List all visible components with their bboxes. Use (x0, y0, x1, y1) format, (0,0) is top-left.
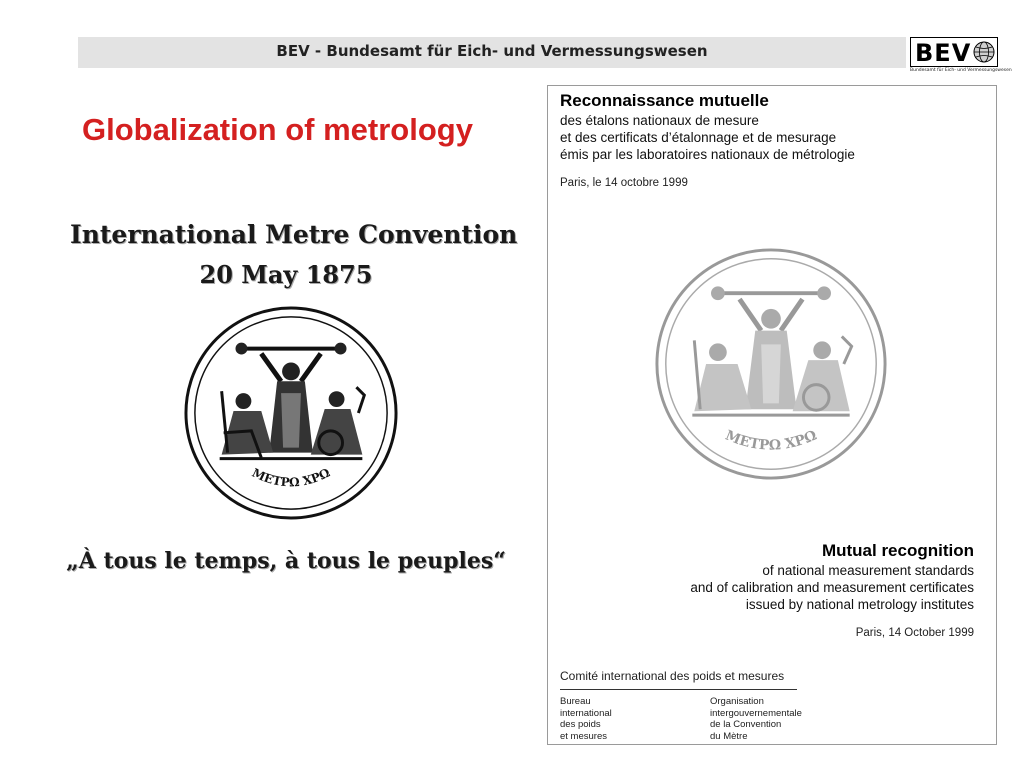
metre-convention-seal-gray (653, 246, 889, 482)
convention-date: 20 May 1875 (199, 260, 373, 289)
header-title: BEV - Bundesamt für Eich- und Vermessungswesen (276, 42, 708, 60)
seal-inscription: ΜΕΤΡΩ ΧΡΩ (249, 465, 333, 490)
mra-document (547, 85, 997, 745)
convention-title: International Metre Convention (70, 220, 518, 249)
bev-logo-text: BEV (915, 39, 972, 67)
metre-convention-seal (182, 304, 400, 522)
fr-title: Reconnaissance mutuelle (560, 91, 769, 110)
bev-logo-box (910, 37, 998, 67)
fr-line: des étalons nationaux de mesure (560, 113, 759, 128)
organisation-line: du Mètre (710, 730, 748, 742)
organisation-line: Organisation (710, 696, 764, 707)
en-line: and of calibration and measurement certificates (690, 580, 974, 595)
bureau-line: des poids (560, 719, 601, 730)
globe-icon (973, 41, 995, 63)
fr-line: émis par les laboratoires nationaux de métrologie (560, 147, 855, 162)
committee-name: Comité international des poids et mesures (560, 669, 785, 683)
organisation-block (710, 696, 802, 742)
bev-logo-subtext: Bundesamt für Eich- und Vermessungswesen (910, 68, 1012, 73)
header-bar (78, 37, 906, 68)
page-title: Globalization of metrology (82, 112, 473, 147)
motto: „À tous le temps, à tous le peuples“ (66, 548, 506, 574)
en-title: Mutual recognition (821, 541, 974, 560)
bev-logo (910, 37, 1012, 75)
bureau-line: et mesures (560, 730, 607, 742)
bureau-block (560, 696, 612, 742)
divider (560, 689, 797, 690)
seal-inscription-gray: ΜΕΤΡΩ ΧΡΩ (722, 427, 820, 454)
organisation-line: de la Convention (710, 719, 782, 730)
fr-date: Paris, le 14 octobre 1999 (560, 177, 688, 189)
en-line: of national measurement standards (762, 563, 974, 578)
en-line: issued by national metrology institutes (745, 597, 974, 612)
en-date: Paris, 14 October 1999 (855, 627, 974, 639)
bureau-line: international (560, 707, 612, 719)
bureau-line: Bureau (560, 696, 591, 707)
organisation-line: intergouvernementale (710, 707, 802, 719)
fr-line: et des certificats d’étalonnage et de mesurage (560, 130, 837, 145)
